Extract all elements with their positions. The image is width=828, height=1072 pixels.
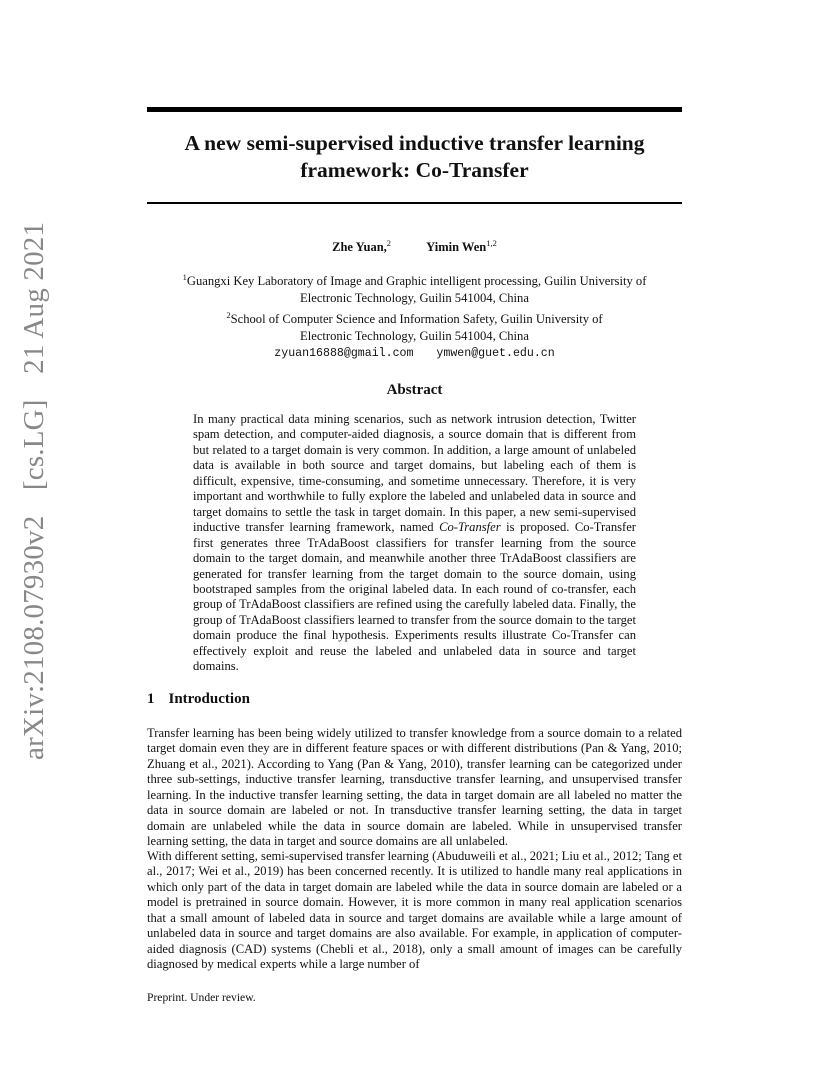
author-list bbox=[147, 238, 682, 255]
title-line-2: framework: Co-Transfer bbox=[300, 158, 529, 182]
email-list bbox=[147, 345, 682, 362]
intro-paragraph-1: Transfer learning has been being widely utilized to transfer knowledge from a source domain to a related target domain even they are in different feature spaces or with different distributions (Pan & Yang, 2010; Zhuang et al., 2021). According to Yang (Pan & Yang, 2010), transfer learning can be categorized under three sub-settings, inductive transfer learning, transductive transfer learning, and unsupervised transfer learning. In the inductive transfer learning setting, the data in target domain are all labeled no matter the data in source domain are labeled or not. In transductive transfer learning setting, the data in target domain are unlabeled while the data in source domain are labeled. While in unsupervised transfer learning setting, the data in target and source domains are all unlabeled. bbox=[147, 726, 682, 849]
affiliation-1-cont: Electronic Technology, Guilin 541004, China bbox=[300, 291, 529, 306]
arxiv-stamp bbox=[18, 204, 51, 760]
abstract-heading: Abstract bbox=[386, 382, 443, 398]
abstract-text: In many practical data mining scenarios, such as network intrusion detection, Twitter spam detection, and computer-aided diagnosis, a source domain that is different from but related to a target domain is very common. In addition, a large amount of unlabeled data is available in both source and target domains, but labeling each of them is difficult, expensive, time-consuming, and sometime unnecessary. Therefore, it is very important and worthwhile to fully explore the labeled and unlabeled data in source and target domains to settle the task in target domain. In this paper, a new semi-supervised inductive transfer learning framework, named Co-Transfer is proposed. Co-Transfer first generates three TrAdaBoost classifiers for transfer learning from the source domain to the target domain, and meanwhile another three TrAdaBoost classifiers are generated for transfer learning from the target domain to the source domain, using bootstraped samples from the original labeled data. In each round of co-transfer, each group of TrAdaBoost classifiers are refined using the carefully labeled data. Finally, the group of TrAdaBoost classifiers learned to transfer from the source domain to the target domain produce the final hypothesis. Experiments results illustrate Co-Transfer can effectively exploit and reuse the labeled and unlabeled data in source and target domains. bbox=[193, 412, 636, 674]
arxiv-date: 21 Aug 2021 bbox=[18, 221, 50, 374]
method-name: Co-Transfer bbox=[439, 520, 501, 535]
intro-paragraph-2: With different setting, semi-supervised transfer learning (Abuduweili et al., 2021; Liu et al., 2012; Tang et al., 2017; Wei et al., 2019) has been concerned recently. It is utilized to handle many real applications in which only part of the data in target domain are labeled while the data in source domain are labeled or a model is pretrained in source domain. However, it is more common in many real application scenarios that a small amount of labeled data in source and target domains are available while a large amount of unlabeled data in source and target domains are also available. For example, in application of computer-aided diagnosis (CAD) systems (Chebli et al., 2018), only a small amount of images can be carefully diagnosed by medical experts while a large number of bbox=[147, 849, 682, 972]
arxiv-id: arXiv:2108.07930v2 bbox=[18, 515, 50, 760]
email-address[interactable]: zyuan16888@gmail.com bbox=[274, 347, 414, 361]
affiliation-1: $^1$Guangxi Key Laboratory of Image and Graphic intelligent processing, Guilin University of bbox=[182, 272, 647, 289]
arxiv-category: [cs.LG] bbox=[18, 399, 50, 491]
author: Yimin Wen$^{1,2}$ bbox=[426, 238, 497, 255]
section-heading bbox=[147, 691, 250, 708]
affiliation-2-cont: Electronic Technology, Guilin 541004, China bbox=[300, 329, 529, 344]
author: Zhe Yuan,$^2$ bbox=[332, 238, 392, 255]
affiliations bbox=[147, 269, 682, 362]
title-bottom-rule bbox=[147, 202, 682, 204]
paper-title bbox=[147, 130, 682, 184]
affiliation-2: $^2$School of Computer Science and Information Safety, Guilin University of bbox=[226, 310, 603, 327]
title-line-1: A new semi-supervised inductive transfer learning bbox=[184, 131, 645, 155]
section-number: 1 bbox=[147, 691, 155, 707]
footer-note: Preprint. Under review. bbox=[147, 991, 256, 1004]
title-top-rule bbox=[147, 107, 682, 112]
section-title: Introduction bbox=[168, 691, 250, 707]
email-address[interactable]: ymwen@guet.edu.cn bbox=[436, 347, 555, 361]
